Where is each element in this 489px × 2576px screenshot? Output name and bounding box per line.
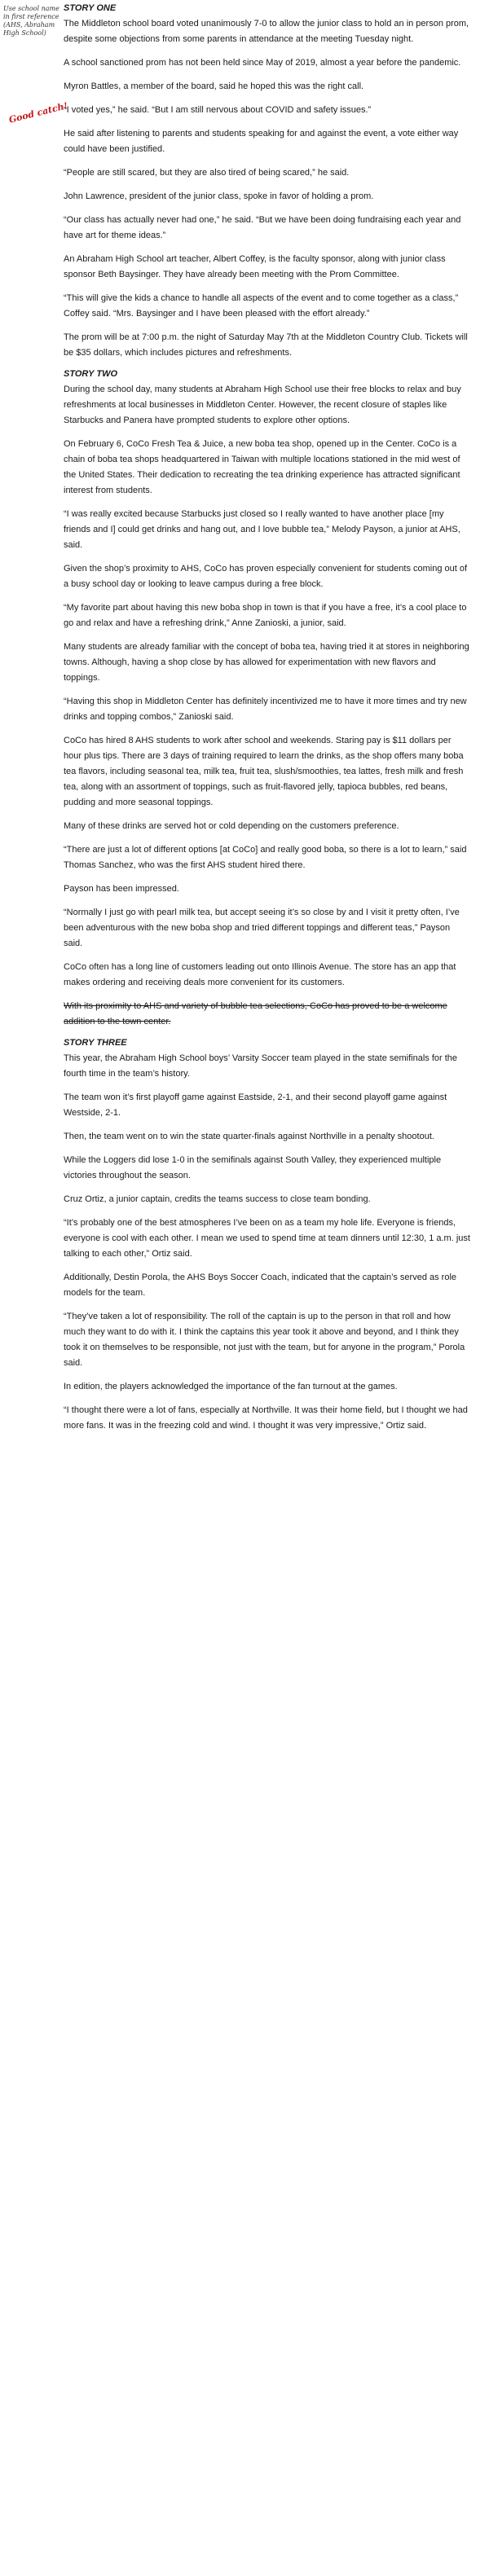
margin-note: Use school name in first reference (AHS, Abraham High School)	[3, 5, 59, 37]
story-paragraph: An Abraham High School art teacher, Albert Coffey, is the faculty sponsor, along with junior class sponsor Beth Baysinger. They have already been meeting with the Prom Committee.	[64, 254, 446, 279]
story-paragraph: “Normally I just go with pearl milk tea, but accept seeing it’s so close by and I visit it pretty often, I’ve been adventurous with the new boba shop and tried different toppings and different teas,” Payson said.	[64, 908, 460, 948]
story-paragraph: “Our class has actually never had one,” he said. “But we have been doing fundraising each year and have art for theme ideas.”	[64, 215, 461, 240]
story-paragraph: The Middleton school board voted unanimously 7-0 to allow the junior class to hold an in person prom, despite some objections from some parents in attendance at the meeting Tuesday night.	[64, 19, 469, 44]
story-paragraph: CoCo has hired 8 AHS students to work after school and weekends. Staring pay is $11 dollars per hour plus tips. There are 3 days of training required to learn the drinks, as the shop offers many boba tea flavors, including seasonal tea, milk tea, fruit tea, slush/smoothies, tea lattes, fresh milk and fresh tea, along with an assortment of toppings, such as fruit-flavored jelly, tapioca bubbles, red beans, pudding and more seasonal toppings.	[64, 736, 464, 807]
story-paragraph: A school sanctioned prom has not been held since May of 2019, almost a year before the pandemic.	[64, 58, 461, 68]
story-paragraph: “They’ve taken a lot of responsibility. The roll of the captain is up to the person in that roll and how much they want to do with it. I think the captains this year took it above and beyond, and I think they took it on themselves to be responsible, not just with the team, but for anyone in the program,” Porola said.	[64, 1312, 465, 1368]
story-paragraph: “My favorite part about having this new boba shop in town is that if you have a free, it’s a cool place to go and relax and have a refreshing drink,” Anne Zanioski, a junior, said.	[64, 603, 467, 628]
story-paragraph: During the school day, many students at Abraham High School use their free blocks to relax and buy refreshments at local businesses in Middleton Center. However, the recent closure of staples like Starbucks and Panera have prompted students to explore other options.	[64, 385, 461, 425]
story-one	[64, 3, 471, 361]
story-heading: STORY TWO	[64, 369, 118, 379]
story-paragraph: He said after listening to parents and students speaking for and against the event, a vote either way could have been justified.	[64, 129, 459, 154]
story-two	[64, 369, 471, 1030]
document-body	[64, 3, 471, 1442]
story-paragraph: Myron Battles, a member of the board, said he hoped this was the right call.	[64, 81, 364, 91]
story-heading: STORY THREE	[64, 1038, 127, 1048]
story-paragraph: “People are still scared, but they are also tired of being scared,” he said.	[64, 168, 350, 178]
story-paragraph: Payson has been impressed.	[64, 884, 179, 894]
story-paragraph: “I thought there were a lot of fans, especially at Northville. It was their home field, but I thought we had more fans. It was in the freezing cold and wind. I thought it was very impressive,” Ortiz said.	[64, 1405, 468, 1431]
story-paragraph: “It’s probably one of the best atmospheres I’ve been on as a team my hole life. Everyone is friends, everyone is cool with each other. I mean we used to spend time at team dinners until 12:30, 1 a.m. just talking to each other,” Ortiz said.	[64, 1218, 470, 1259]
story-paragraph: The team won it’s first playoff game against Eastside, 2-1, and their second playoff game against Westside, 2-1.	[64, 1092, 447, 1118]
story-paragraph: John Lawrence, president of the junior class, spoke in favor of holding a prom.	[64, 191, 374, 201]
story-paragraph: On February 6, CoCo Fresh Tea & Juice, a new boba tea shop, opened up in the Center. CoCo is a chain of boba tea shops headquartered in Taiwan with multiple locations stationed in the mid west of the United States. Their dedication to recreating the tea drinking experience has attracted significant interest from students.	[64, 439, 460, 495]
story-paragraph: Cruz Ortiz, a junior captain, credits the teams success to close team bonding.	[64, 1194, 371, 1204]
story-paragraph-struck: With its proximity to AHS and variety of bubble tea selections, CoCo has proved to be a welcome addition to the town center.	[64, 1001, 447, 1026]
story-three	[64, 1038, 471, 1434]
story-heading: STORY ONE	[64, 3, 117, 13]
story-paragraph: “There are just a lot of different options [at CoCo] and really good boba, so there is a lot to learn,” said Thomas Sanchez, who was the first AHS student hired there.	[64, 845, 467, 870]
story-paragraph: CoCo often has a long line of customers leading out onto Illinois Avenue. The store has an app that makes ordering and receiving deals more convenient for its customers.	[64, 962, 456, 987]
story-paragraph: Then, the team went on to win the state quarter-finals against Northville in a penalty shootout.	[64, 1132, 434, 1141]
story-paragraph: Many students are already familiar with the concept of boba tea, having tried it at stores in neighboring towns. Although, having a shop close by has allowed for experimentation with new flavors and toppings.	[64, 642, 469, 683]
story-paragraph: “I voted yes,” he said. “But I am still nervous about COVID and safety issues.”	[64, 105, 372, 115]
story-paragraph: This year, the Abraham High School boys’ Varsity Soccer team played in the state semifinals for the fourth time in the team’s history.	[64, 1053, 458, 1079]
story-paragraph: The prom will be at 7:00 p.m. the night of Saturday May 7th at the Middleton Country Club. Tickets will be $35 dollars, which includes pictures and refreshments.	[64, 332, 468, 358]
story-paragraph: Many of these drinks are served hot or cold depending on the customers preference.	[64, 821, 399, 831]
story-paragraph: “This will give the kids a chance to handle all aspects of the event and to come together as a class,” Coffey said. “Mrs. Baysinger and I have been pleased with the effort already.”	[64, 293, 459, 319]
story-paragraph: Given the shop’s proximity to AHS, CoCo has proven especially convenient for students coming out of a busy school day or looking to leave campus during a free block.	[64, 564, 468, 589]
red-margin-note: Good catch!	[7, 100, 69, 125]
story-paragraph: In edition, the players acknowledged the importance of the fan turnout at the games.	[64, 1382, 398, 1391]
story-paragraph: While the Loggers did lose 1-0 in the semifinals against South Valley, they experienced multiple victories throughout the season.	[64, 1155, 442, 1180]
story-paragraph: Additionally, Destin Porola, the AHS Boys Soccer Coach, indicated that the captain’s served as role models for the team.	[64, 1273, 457, 1298]
story-paragraph: “I was really excited because Starbucks just closed so I really wanted to have another place [my friends and I] could get drinks and hang out, and I love bubble tea,” Melody Payson, a junior at AHS, said.	[64, 509, 460, 550]
story-paragraph: “Having this shop in Middleton Center has definitely incentivized me to have it more times and try new drinks and topping combos,” Zanioski said.	[64, 697, 467, 722]
